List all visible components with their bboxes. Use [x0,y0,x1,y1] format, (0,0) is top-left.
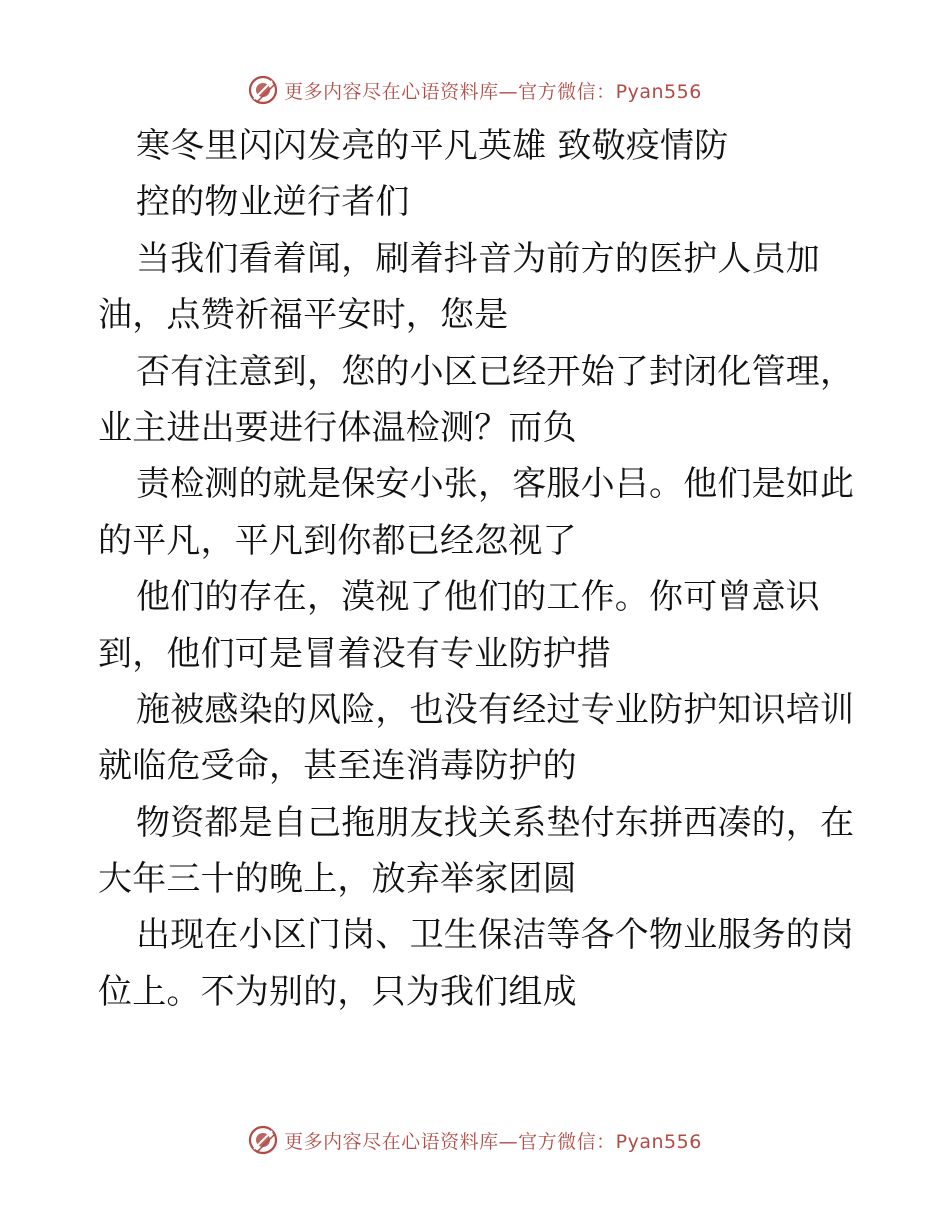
text-line: 油，点赞祈福平安时，您是 [98,295,509,336]
text-line: 控的物业逆行者们 [136,182,410,223]
text-line: 位上。不为别的，只为我们组成 [98,971,577,1012]
footer-banner-text: 更多内容尽在心语资料库—官方微信：Pyan556 [284,1130,702,1153]
text-line: 大年三十的晚上，放弃举家团圆 [98,859,577,900]
text-line: 寒冬里闪闪发亮的平凡英雄 致敬疫情防 [136,126,729,166]
text-line: 否有注意到，您的小区已经开始了封闭化管理， [136,351,855,392]
header-banner [0,70,950,110]
text-line: 物资都是自己拖朋友找关系垫付东拼西凑的，在 [136,802,855,843]
document-body [98,118,858,1020]
logo-icon [248,75,278,105]
text-line: 施被感染的风险，也没有经过专业防护知识培训 [136,689,855,730]
text-line: 他们的存在，漠视了他们的工作。你可曾意识 [136,577,820,618]
logo-icon [248,1125,278,1155]
text-line: 当我们看着闻，刷着抖音为前方的医护人员加 [136,238,820,279]
header-banner-text: 更多内容尽在心语资料库—官方微信：Pyan556 [284,80,702,103]
text-line: 到，他们可是冒着没有专业防护措 [98,633,611,674]
text-line: 出现在小区门岗、卫生保洁等各个物业服务的岗 [136,915,855,956]
text-line: 的平凡，平凡到你都已经忽视了 [98,520,577,561]
footer-banner [0,1120,950,1160]
text-line: 业主进出要进行体温检测？而负 [98,407,577,448]
text-line: 就临危受命，甚至连消毒防护的 [98,746,577,787]
text-line: 责检测的就是保安小张，客服小吕。他们是如此 [136,464,855,505]
